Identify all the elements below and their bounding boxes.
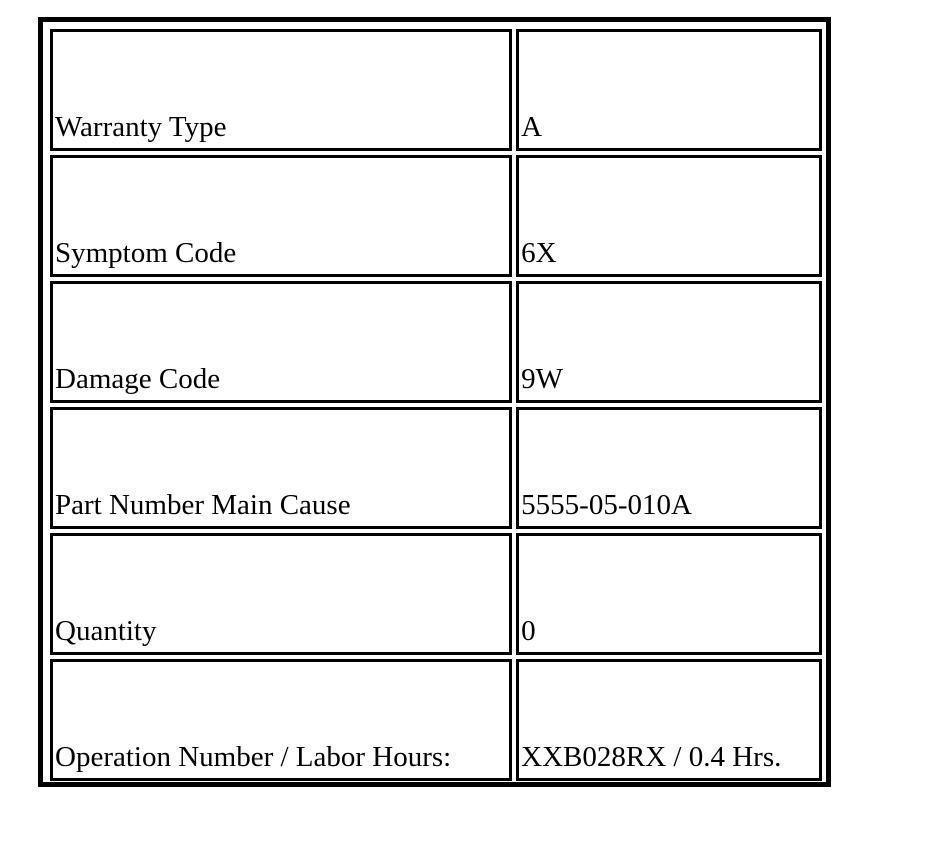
table-row-symptom-code (50, 155, 822, 277)
quantity-label: Quantity (50, 533, 512, 655)
warranty-type-label: Warranty Type (50, 29, 512, 151)
operation-number-value: XXB028RX / 0.4 Hrs. (516, 659, 822, 781)
table-row-quantity (50, 533, 822, 655)
part-number-value: 5555-05-010A (516, 407, 822, 529)
part-number-label: Part Number Main Cause (50, 407, 512, 529)
table-row-part-number (50, 407, 822, 529)
damage-code-label: Damage Code (50, 281, 512, 403)
symptom-code-value: 6X (516, 155, 822, 277)
symptom-code-label: Symptom Code (50, 155, 512, 277)
warranty-info-table (46, 25, 826, 785)
quantity-value: 0 (516, 533, 822, 655)
operation-number-label: Operation Number / Labor Hours: (50, 659, 512, 781)
warranty-table-frame (38, 17, 831, 787)
table-row-damage-code (50, 281, 822, 403)
table-row-warranty-type (50, 29, 822, 151)
damage-code-value: 9W (516, 281, 822, 403)
warranty-type-value: A (516, 29, 822, 151)
table-row-operation-number (50, 659, 822, 781)
